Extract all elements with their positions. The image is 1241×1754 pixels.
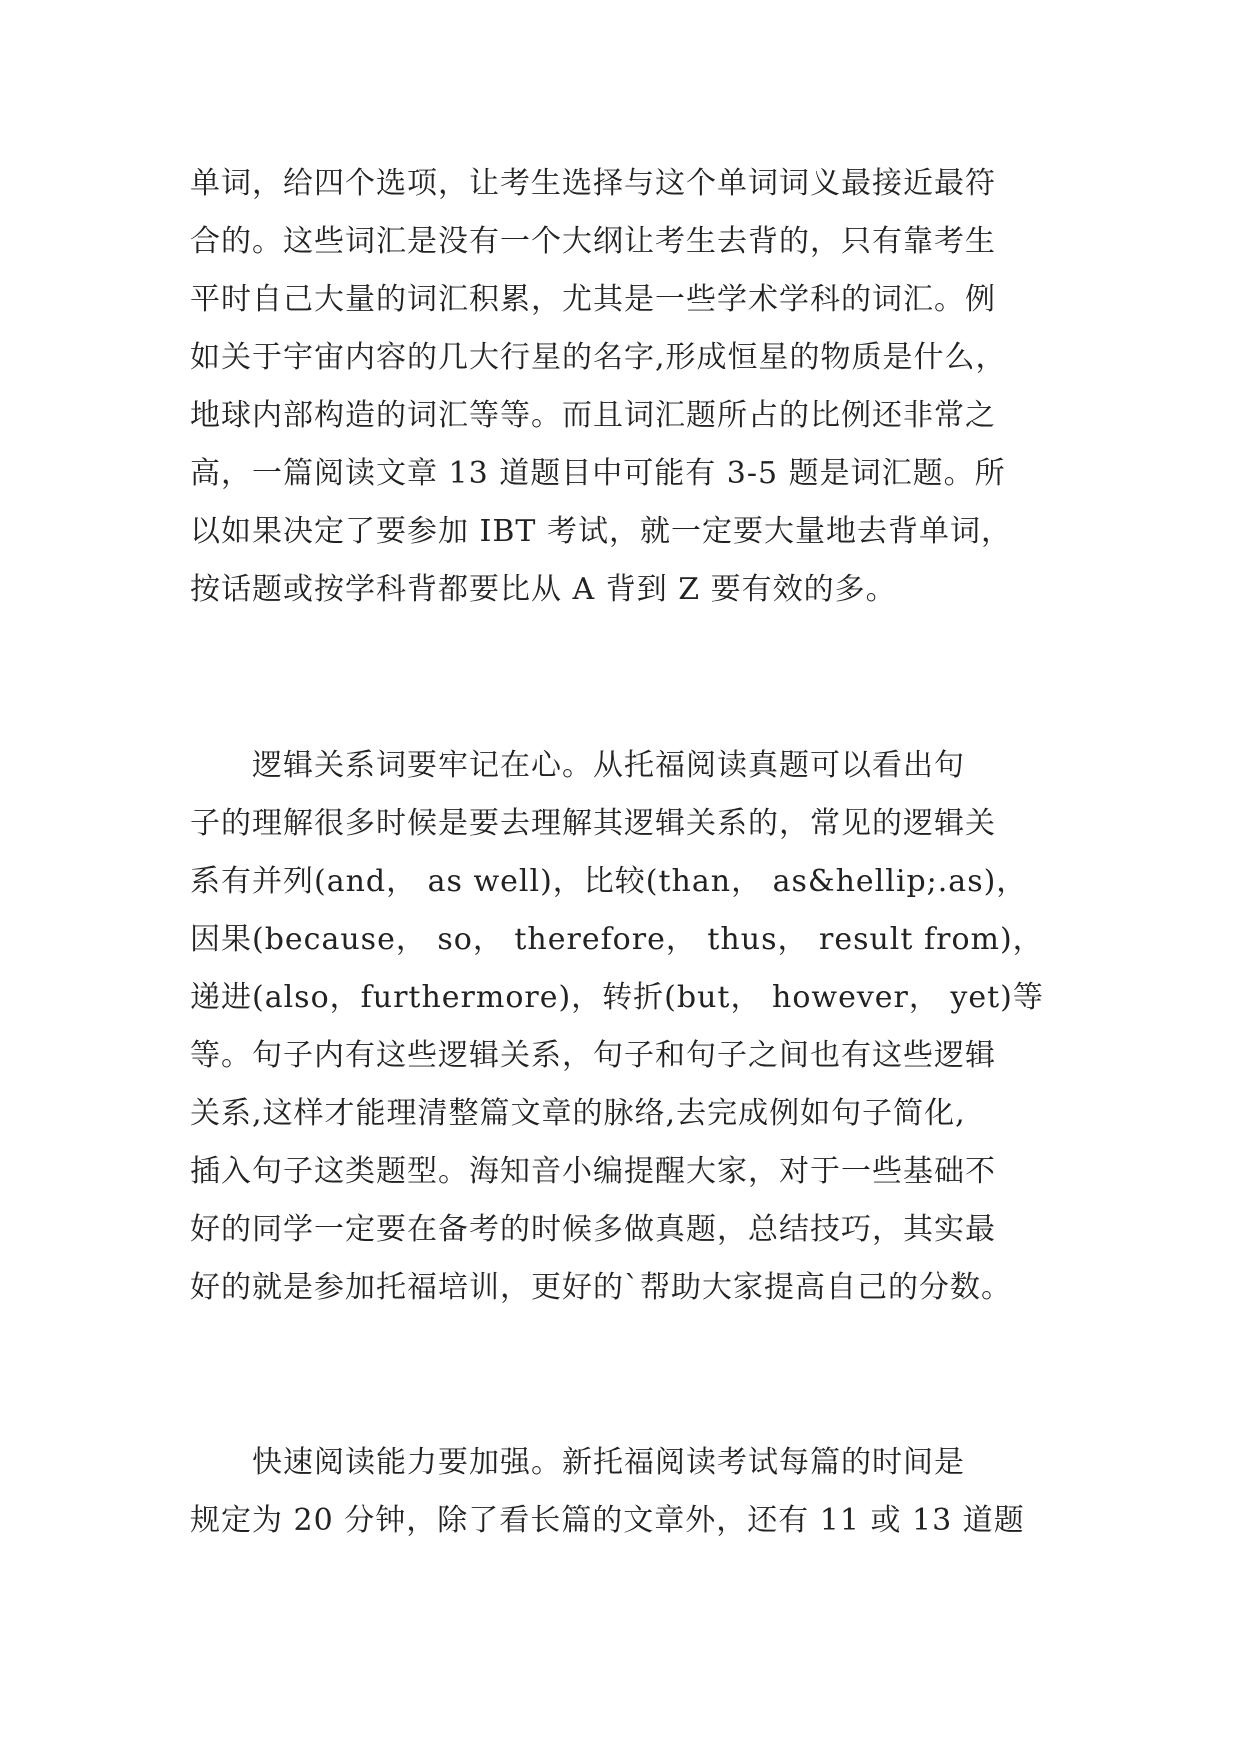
paragraph-speed-reading [190, 1434, 1060, 1550]
text-line: 单词，给四个选项，让考生选择与这个单词词义最接近最符 [190, 166, 996, 201]
text-line: 高，一篇阅读文章 13 道题目中可能有 3-5 题是词汇题。所 [190, 456, 1006, 491]
text-line: 规定为 20 分钟，除了看长篇的文章外，还有 11 或 13 道题 [190, 1503, 1025, 1538]
text-line: 逻辑关系词要牢记在心。从托福阅读真题可以看出句 [190, 748, 965, 783]
text-line: 关系,这样才能理清整篇文章的脉络,去完成例如句子简化, [190, 1096, 966, 1131]
paragraph-vocabulary [190, 155, 1060, 619]
text-line: 合的。这些词汇是没有一个大纲让考生去背的，只有靠考生 [190, 224, 996, 259]
text-line: 以如果决定了要参加 IBT 考试，就一定要大量地去背单词， [190, 514, 1012, 549]
paragraph-logic-words [190, 737, 1060, 1317]
text-line: 按话题或按学科背都要比从 A 背到 Z 要有效的多。 [190, 572, 897, 607]
text-line: 好的同学一定要在备考的时候多做真题，总结技巧，其实最 [190, 1212, 996, 1247]
text-line: 快速阅读能力要加强。新托福阅读考试每篇的时间是 [190, 1445, 965, 1480]
text-line: 平时自己大量的词汇积累，尤其是一些学术学科的词汇。例 [190, 282, 996, 317]
text-line: 子的理解很多时候是要去理解其逻辑关系的，常见的逻辑关 [190, 806, 996, 841]
text-line: 因果(because， so， therefore， thus， result from)， [190, 922, 1044, 957]
text-line: 系有并列(and， as well)，比较(than， as&hellip;.as)， [190, 864, 1028, 899]
text-line: 地球内部构造的词汇等等。而且词汇题所占的比例还非常之 [190, 398, 996, 433]
text-line: 等。句子内有这些逻辑关系，句子和句子之间也有这些逻辑 [190, 1038, 996, 1073]
text-line: 如关于宇宙内容的几大行星的名字,形成恒星的物质是什么， [190, 340, 1007, 375]
text-line: 递进(also，furthermore)，转折(but， however， yet)等 [190, 980, 1044, 1015]
text-line: 插入句子这类题型。海知音小编提醒大家，对于一些基础不 [190, 1154, 996, 1189]
text-line: 好的就是参加托福培训，更好的`帮助大家提高自己的分数。 [190, 1270, 1012, 1305]
